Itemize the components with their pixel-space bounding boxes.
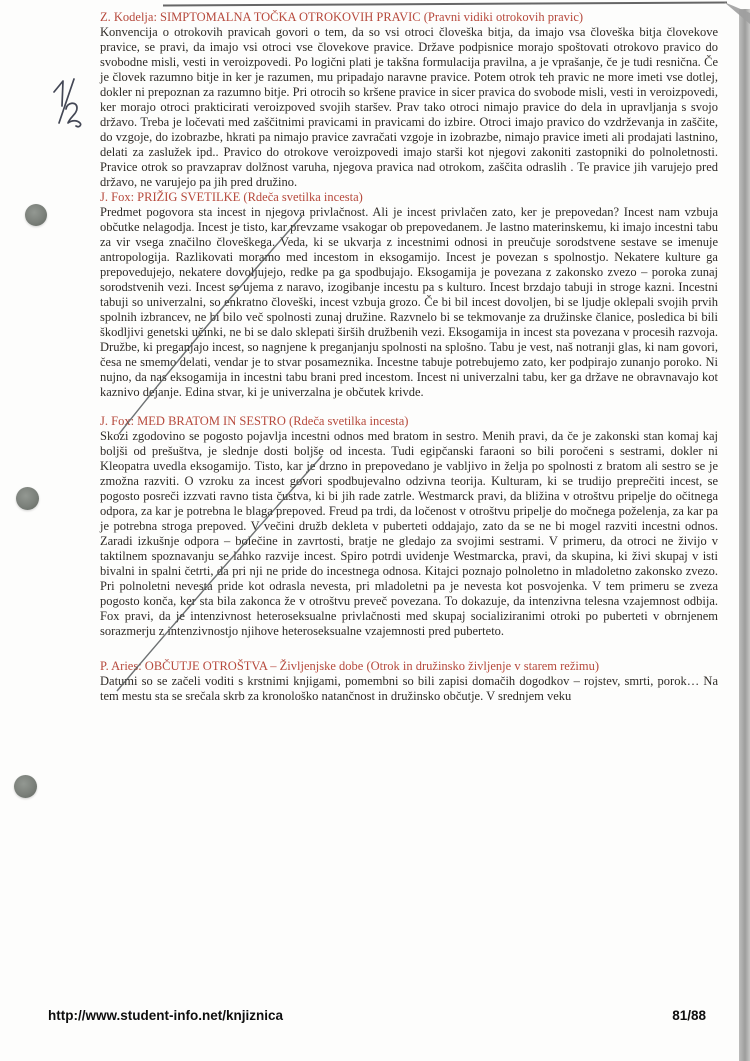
section-paragraph: Datumi so se začeli voditi s krstnimi knjigami, pomembni so bili zapisi domačih dogodkov – rojstev, smrti, porok… Na tem mestu sta se srečala skrb za kronološko natančnost in družinsko občutje. V srednjem veku [100, 674, 718, 703]
section-prizig-svetilke [100, 190, 718, 400]
punch-hole-bottom [14, 775, 37, 798]
section-paragraph: Skozi zgodovino se pogosto pojavlja incestni odnos med bratom in sestro. Menih pravi, da če je zakonski stan komaj kaj boljši od prešuštva, je slednje dosti boljše od incesta. Tudi egipčanski faraoni so bili poročeni s sestrami, dokler ni Kleopatra uvedla eksogamijo. Tisto, kar je drzno in prepovedano je vabljivo in želja po spolnosti z bratom ali sestro se je zmožna razviti. O vzroku za incest govori spodbujevalno odzivna teorija. Kulturam, ki se trudijo preprečiti incest, se pogosto posreči izzvati ravno tista čustva, ki bi jih rade zatrle. Westmarck pravi, da bližina v otroštvu pripelje do očitnega odpora, za kar je potrebna le blaga prepoved. Freud pa trdi, da ločenost v otroštvu pripelje do močnega poželenja, za kar pa je potrebna stroga prepoved. V večini družb dekleta v puberteti oddajajo, zato da se ne bi mogel razviti incestni odnos. Zaradi izkušnje odpora – bolečine in zavrtosti, bratje ne gledajo za svojimi sestrami. V primeru, da otroci ne živijo v taktilnem spoznavanju se lahko razvije incest. Spiro potrdi uvidenje Westmarcka, pravi, da skupina, ki živi skupaj v isti bivalni in spalni četrti, da pri nji ne pride do incestnega odnosa. Kitajci poznajo polnoletno in mladoletno zakonsko zvezo. Pri polnoletni nevesta pride kot odrasla nevesta, pri mladoletni pa je nevesta kot posvojenka. V tem primeru se zveza pogosto konča, ker sta bila zakonca že v otroštvu preveč povezana. To dokazuje, da intenzivna telesna vzajemnost odbija. Fox pravi, da je intenzivnost heteroseksualne privlačnosti med skupaj socializiranimi otroki po puberteti v obrnjenem sorazmerju z intenzivnostjo njihove heteroseksualne vzajemnosti pred puberteto. [100, 429, 718, 638]
section-paragraph: Predmet pogovora sta incest in njegova privlačnost. Ali je incest privlačen zato, ker je prepovedan? Incest nam vzbuja občutke nelagodja. Incest je tisto, kar prevzame vsakogar ob prepovedanem. Je lastno materinskemu, ki imajo incestni tabu za vir vsega značilno človeškega. Veda, ki se ukvarja z incestnimi odnosi in preučuje sorodstvene sestave se imenuje antropologija. Razlikovati moramo med incestom in eksogamijo. Incest je povezan s spolnostjo. Nekatere kulture ga prepovedujejo, nekatere dovoljujejo, redke pa ga spodbujajo. Eksogamija je povezana z zakonsko zvezo – poroka zunaj sorodstvenih vezi. Incest se ujema z naravo, izogibanje incestu pa s kulturo. Incest brzdajo tabuji in stroge kazni. Incestni tabuji so univerzalni, so enkratno človeški, incest vzbuja grozo. Če bi bil incest dovoljen, bi se ljudje oklepali svojih prvih spolnih izbrancev, ne bi bilo več spolnosti zunaj družine. Razvnelo bi se tekmovanje za družinske članice, posledica bi bili škodljivi genetski učinki, ne bi se dalo sklepati širših družbenih vezi. Eksogamija in incest sta povezana v procesih razvoja. Družbe, ki preganjajo incest, so nagnjene k preganjanju spolnosti na splošno. Tabu je vest, naš notranji glas, ki nam govori, česa ne smemo delati, vendar je to stvar posameznika. Incestne tabuje potrebujemo zato, ker podpirajo zunanjo poroko. Ni nujno, da nas eksogamija in incestni tabu brani pred incestom. Incest ni univerzalni tabu, ker ga države ne obravnavajo kot kaznivo dejanje. Edina stvar, ki je univerzalna je občutek krivde. [100, 205, 718, 399]
section-heading: J. Fox: MED BRATOM IN SESTRO (Rdeča svetilka incesta) [100, 414, 409, 428]
handwritten-note-1-2 [46, 76, 94, 130]
section-otrokove-pravice [100, 10, 718, 190]
section-med-bratom-in-sestro [100, 414, 718, 639]
footer-page-number: 81/88 [672, 1008, 706, 1023]
section-heading: Z. Kodelja: SIMPTOMALNA TOČKA OTROKOVIH PRAVIC (Pravni vidiki otrokovih pravic) [100, 10, 584, 24]
punch-hole-middle [16, 487, 39, 510]
section-paragraph: Konvencija o otrokovih pravicah govori o tem, da so vsi otroci človeška bitja, da imajo vsa človeška bitja človekove pravice, se pravi, da imajo vsi otroci vse človekove pravice. Države podpisnice morajo spoštovati otrokovo pravico do svobodne misli, vesti in veroizpovedi. Po logični plati je takšna formulacija pravilna, a je vprašanje, če je tudi resnična. Če je človek razumno bitje in ker je razumen, mu pripadajo naravne pravice. Potem otrok teh pravic ne more imeti vse dotlej, dokler ni prepoznan za razumno bitje. Pri otrocih so kršene pravice in sicer pravica do svobode misli, vesti in veroizpovedi, ker morajo otroci prakticirati veroizpoved svojih staršev. Prav tako otroci nimajo pravice do dela in upravljanja s svojo državo. Treba je ločevati med zaščitnimi pravicami in pravicami do izbire. Otroci imajo pravico do vzdrževanja in zaščite, do vzgoje, do izobrazbe, hkrati pa nimajo pravice zavračati vzgoje in izobrazbe, nimajo pravice imeti ali prodajati lastnino, delati za zaslužek ipd.. Pravico do otrokove veroizpovedi imajo starši kot njegovi zakoniti zastopniki do polnoletnosti. Pravice otrok so pravzaprav dolžnost varuha, njegova pravica nad otrokom, zaščita odraslih . Te pravice jih varujejo pred državo, ne varujejo pa jih pred družino. [100, 25, 718, 189]
page-footer [48, 1008, 706, 1023]
punch-hole-top [25, 204, 47, 226]
document-body [100, 10, 718, 704]
section-heading: J. Fox: PRIŽIG SVETILKE (Rdeča svetilka incesta) [100, 190, 363, 204]
section-obcutje-otrostva [100, 659, 718, 704]
footer-source-url: http://www.student-info.net/knjiznica [48, 1008, 283, 1023]
scan-right-page-edge [739, 9, 750, 1061]
section-heading: P. Aries: OBČUTJE OTROŠTVA – Življenjske dobe (Otrok in družinsko življenje v starem režimu) [100, 659, 600, 673]
